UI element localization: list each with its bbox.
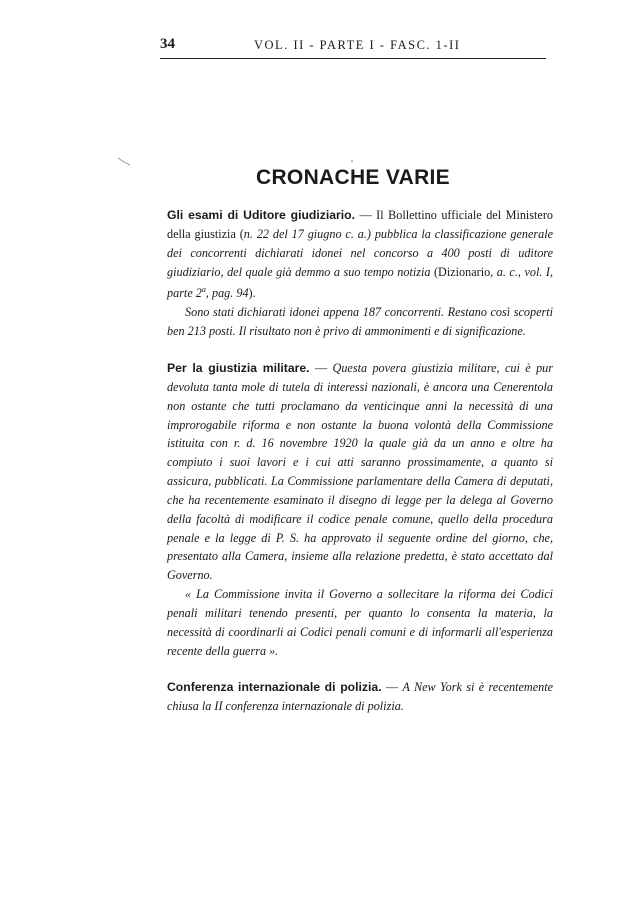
esami-sup: a [201,285,206,295]
heading-giustizia-militare: Per la giustizia militare. [167,360,310,375]
esami-lead: — Il Bollettino ufficiale del Ministero della giustizia ( [167,208,553,241]
esami-mid: (Dizionario, [430,264,497,279]
esami-italic-2: a. c., vol. I, parte 2 [167,264,554,301]
conferenza-lead: — [385,680,403,695]
heading-conferenza-polizia: Conferenza internazionale di polizia. [167,680,382,695]
section-title: CRONACHE VARIE [256,166,450,189]
paper-speck [351,160,353,162]
esami-tail: ). [248,286,256,301]
giustizia-lead: — [314,360,333,375]
giustizia-body: Questa povera giustizia militare, cui è pur devoluta tanta mole di tutela di interessi nazionali, è ancora una Cenerentola non ostante che tutti proclamano da venticinque anni la necessità di una improrogabile riforma e non ostante la buona volontà della Commissione istituita con r. d. 16 novembre 1920 la quale già da un anno e oltre ha compiuto i suoi lavori e i cui atti saranno prossimamente, a quanto si assicura, pubblicati. La Commissione parlamentare della Camera di deputati, che ha recentemente esaminato il disegno di legge per la delega al Governo della facoltà di modificare il codice penale comune, quello della procedura penale e la legge di P. S. ha approvato il seguente ordine del giorno, che, presentato alla Camera, insieme alla relazione predetta, è stato accettato dal Governo. [167,360,554,583]
giustizia-quote: « La Commissione invita il Governo a sollecitare la riforma dei Codici penali militari tenendo presenti, per quanto lo consenta la materia, la necessità di coordinarli ai Codici penali comuni e di informarli all'esperienza recente della guerra ». [167,587,553,658]
esami-italic-3: , pag. 94 [205,286,249,301]
page-number: 34 [160,36,175,52]
paper-speck [118,158,130,165]
heading-esami: Gli esami di Uditore giudiziario. [167,208,355,222]
esami-italic-1: n. 22 del 17 giugno c. a.) pubblica la classificazione generale dei concorrenti dichiarati idonei nel concorso a 400 posti di uditore giudiziario, del quale già demmo a suo tempo notizia [167,226,553,279]
header-title: VOL. II - PARTE I - FASC. 1-II [254,38,461,52]
conferenza-body: A New York si è recentemente chiusa la II conferenza internazionale di polizia. [167,680,554,714]
esami-paragraph-2: Sono stati dichiarati idonei appena 187 concorrenti. Restano così scoperti ben 213 posti. Il risultato non è privo di ammonimenti e di significazione. [167,305,553,339]
